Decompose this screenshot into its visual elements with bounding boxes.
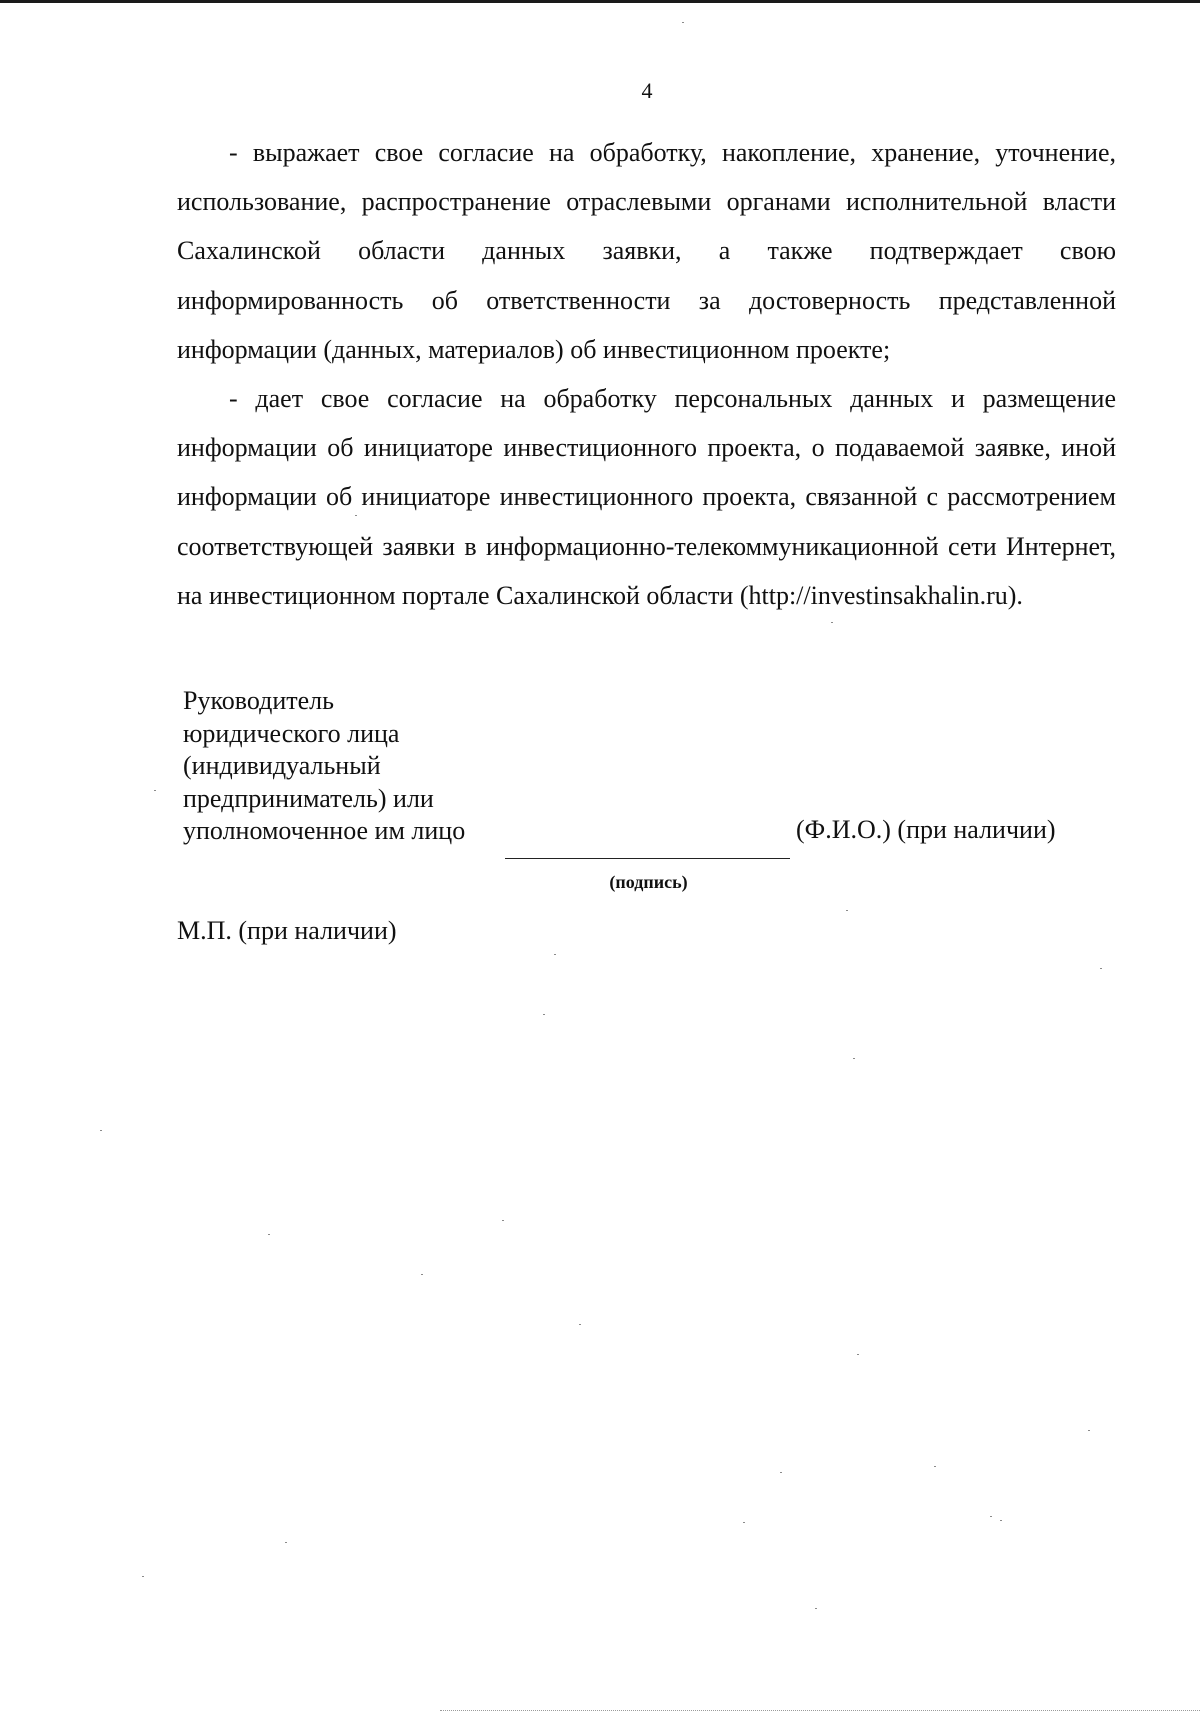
signer-line: уполномоченное им лицо: [183, 816, 466, 845]
scan-speck: [831, 622, 833, 623]
scan-speck: [100, 1130, 102, 1131]
top-edge-rule: [0, 0, 1200, 3]
scan-speck: [554, 954, 556, 955]
full-name-label: (Ф.И.О.) (при наличии): [796, 815, 1056, 844]
signer-line: (индивидуальный: [183, 751, 381, 780]
scan-speck: [846, 910, 848, 911]
scan-speck: [853, 1058, 855, 1059]
scan-speck: [543, 1014, 545, 1015]
scan-speck: [154, 790, 156, 791]
scan-speck: [421, 1274, 423, 1275]
scan-speck: [268, 1234, 270, 1235]
scan-speck: [1088, 1430, 1090, 1431]
scan-speck: [990, 1516, 992, 1517]
scan-speck: [857, 1354, 859, 1355]
bottom-edge-rule: [440, 1710, 1200, 1711]
scan-speck: [355, 515, 357, 516]
scan-speck: [142, 1576, 144, 1577]
signer-title: [183, 685, 465, 848]
signature-line: [505, 858, 790, 859]
page-number: 4: [641, 78, 653, 103]
scan-speck: [780, 1472, 782, 1473]
scan-speck: [743, 1522, 745, 1523]
signer-line: Руководитель: [183, 686, 334, 715]
scan-speck: [682, 22, 684, 23]
signer-line: предприниматель) или: [183, 783, 434, 813]
stamp-label: М.П. (при наличии): [177, 916, 397, 945]
consent-paragraph-personal-data: - дает свое согласие на обработку персональных данных и размещение информации об инициаторе инвестиционного проекта, о подаваемой заявке, иной информации об инициаторе инвестиционного проекта, связанной с рассмотрением соответствующей заявки в информационно-телекоммуникационной сети Интернет, на инвестиционном портале Сахалинской области (http://investinsakhalin.ru).: [177, 384, 1116, 610]
consent-paragraph-processing: - выражает свое согласие на обработку, накопление, хранение, уточнение, использование, распространение отраслевыми органами исполнительной власти Сахалинской области данных заявки, а также подтверждает свою информированность об ответственности за достоверность представленной информации (данных, материалов) об инвестиционном проекте;: [177, 138, 1116, 364]
signer-line: юридического лица: [183, 718, 400, 748]
scan-speck: [579, 1324, 581, 1325]
scan-speck: [934, 1466, 936, 1467]
scan-speck: [502, 1220, 504, 1221]
scan-speck: [285, 1542, 287, 1543]
scan-speck: [1100, 968, 1102, 969]
scan-speck: [815, 1608, 817, 1609]
scan-speck: [1000, 1520, 1002, 1521]
consent-text: [177, 128, 1116, 620]
signature-caption: (подпись): [609, 872, 688, 892]
